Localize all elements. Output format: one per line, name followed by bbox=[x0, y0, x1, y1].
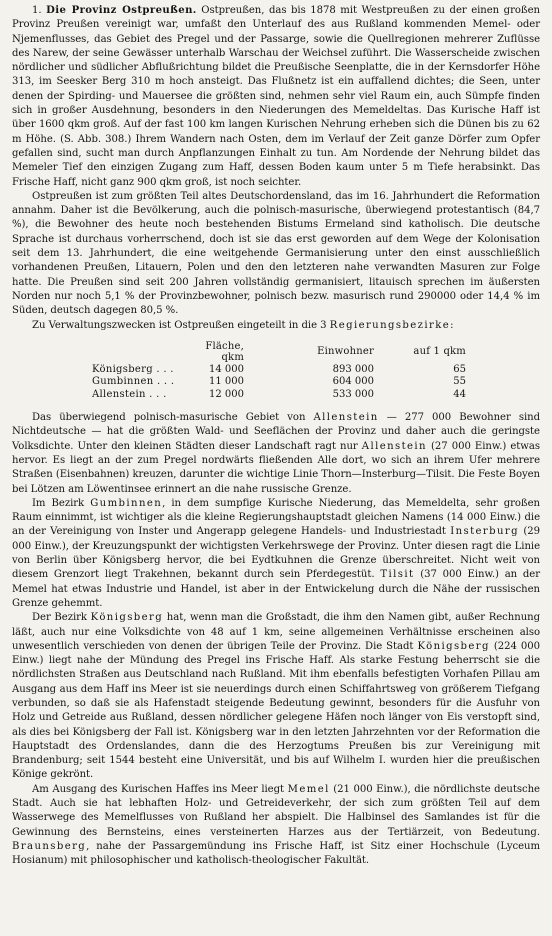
district-name: Allenstein . . . bbox=[92, 388, 167, 400]
paragraph-text: Zu Verwaltungszwecken ist Ostpreußen eingeteilt in die 3 bbox=[32, 319, 327, 331]
district-name: Gumbinnen . . . bbox=[92, 376, 175, 388]
table-row bbox=[92, 376, 466, 388]
header-empty bbox=[92, 341, 192, 364]
district-area: 14 000 bbox=[209, 363, 244, 375]
spaced-term: Regierungsbezirke: bbox=[329, 319, 455, 331]
paragraph-text: Ostpreußen, das bis 1878 mit Westpreußen zu der einen großen Provinz Preußen vereinigt war, umfaßt den Unterlauf des aus Rußland kommenden Memel- oder Njemenflusses, das Gebiet des Pregel und der Passarge, sowie die Quellregionen mehrerer Zuflüsse des Narew, der seine Gewässer unterhalb Warschau der Weichsel zuführt. Die Wasserscheide zwischen nördlicher und südlicher Abflußrichtung bildet die Preußische Seenplatte, die in der Kernsdorfer Höhe 313, im Seesker Berg 310 m hoch ansteigt. Das Flußnetz ist ein auffallend dichtes; die Seen, unter denen der Spirding- und Mauersee die größten sind, nehmen sehr viel Raum ein, auch Sümpfe finden sich in großer Ausdehnung, besonders in den Niederungen des Memeldeltas. Das Kurische Haff ist über 1600 qkm groß. Auf der fast 100 km langen Kurischen Nehrung erheben sich die Dünen bis zu 62 m Höhe. (S. Abb. 308.) Ihrem Wandern nach Osten, dem im Verlauf der Zeit ganze Dörfer zum Opfer gefallen sind, sucht man durch Anpflanzungen Einhalt zu tun. Am Nordende der Nehrung bildet das Memeler Tief den einzigen Zugang zum Haff, dessen Boden kaum unter 5 m Tiefe herabsinkt. Das Frische Haff, nicht ganz 900 qkm groß, ist noch seichter. bbox=[12, 5, 540, 188]
header-area: Fläche, qkm bbox=[205, 340, 244, 363]
section-heading: Die Provinz Ostpreußen. bbox=[46, 5, 197, 16]
spaced-place-name: Allenstein bbox=[313, 412, 379, 424]
district-density: 55 bbox=[453, 376, 466, 388]
spaced-place-name: Gumbinnen bbox=[90, 497, 163, 509]
district-area: 12 000 bbox=[209, 388, 244, 400]
header-density: auf 1 qkm bbox=[413, 346, 466, 358]
paragraph-memel: Am Ausgang des Kurischen Haffes ins Meer liegt Memel (21 000 Einw.), die nördlichste deutsche Stadt. Auch sie hat lebhaften Holz- und Getreideverkehr, der sich zum größten Teil auf dem Wasserwege des Memelflusses von Rußland her abspielt. Die Halbinsel des Samlandes ist für die Gewinnung des Bernsteins, eines versteinerten Harzes aus der Tertiärzeit, von Bedeutung. Braunsberg, nahe der Passargemündung ins Frische Haff, ist Sitz einer Hochschule (Lyceum Hosianum) mit philosophischer und katholisch-theologischer Fakultät. bbox=[12, 783, 540, 867]
table-header-row bbox=[92, 341, 466, 364]
spaced-place-name: Memel bbox=[287, 783, 330, 795]
district-population: 533 000 bbox=[332, 388, 374, 400]
district-name: Königsberg . . . bbox=[92, 363, 174, 375]
districts-table bbox=[92, 341, 466, 401]
paragraph-allenstein: Das überwiegend polnisch-masurische Gebiet von Allenstein — 277 000 Bewohner sind Nichtdeutsche — hat die größten Wald- und Seeflächen der Provinz und daher auch die geringste Volksdichte. Unter den kleinen Städten dieser Landschaft ragt nur Allenstein (27 000 Einw.) etwas hervor. Es liegt an der zum Pregel nordwärts fließenden Alle dort, wo sich an ihrem Ufer mehrere Straßen (Eisenbahnen) kreuzen, darunter die wichtige Linie Thorn—Insterburg—Tilsit. Die Feste Boyen bei Lötzen am Löwentinsee erinnert an die nahe russische Grenze. bbox=[12, 412, 540, 495]
district-density: 65 bbox=[453, 363, 466, 375]
table-row bbox=[92, 389, 466, 401]
spaced-place-name: Königsberg bbox=[90, 612, 164, 624]
paragraph-gumbinnen: Im Bezirk Gumbinnen, in dem sumpfige Kurische Niederung, das Memeldelta, sehr großen Raum einnimmt, ist wichtiger als die kleine Regierungshauptstadt gleichen Namens (14 000 Einw.) die an der Vereinigung von Inster und Angerapp gelegene Handels- und Industriestadt Insterburg (29 000 Einw.), der Kreuzungspunkt der wichtigsten Verkehrswege der Provinz. Unter diesen ragt die Linie von Berlin über Königsberg hervor, die bei Eydtkuhnen die Grenze überschreitet. Nicht weit von diesem Grenzort liegt Trakehnen, bekannt durch sein Pferdegestüt. Tilsit (37 000 Einw.) an der Memel hat etwas Industrie und Handel, ist aber in der Entwickelung durch die Nähe der russischen Grenze gehemmt. bbox=[12, 497, 541, 609]
district-area: 11 000 bbox=[209, 376, 244, 388]
paragraph-districts-intro bbox=[12, 319, 540, 333]
spaced-place-name: Tilsit bbox=[380, 569, 415, 581]
district-population: 893 000 bbox=[332, 363, 374, 375]
spaced-place-name: Allenstein bbox=[361, 440, 427, 452]
spaced-place-name: Insterburg bbox=[450, 526, 520, 538]
paragraph-koenigsberg: Der Bezirk Königsberg hat, wenn man die Großstadt, die ihm den Namen gibt, außer Rechnung läßt, auch nur eine Volksdichte von 48 auf 1 km, seine allgemeinen Verhältnisse erscheinen also unwesentlich verschieden von denen der übrigen Teile der Provinz. Die Stadt Königsberg (224 000 Einw.) liegt nahe der Mündung des Pregel ins Frische Haff. Als starke Festung beherrscht sie die nördlichsten Straßen aus Deutschland nach Rußland. Mit ihm ebenfalls befestigten Vorhafen Pillau am Ausgang aus dem Haff ins Meer ist sie neuerdings durch einen Schiffahrtsweg von größerem Tiefgang verbunden, so daß sie als Hafenstadt steigende Bedeutung gewinnt, besonders für die Ausfuhr von Holz und Getreide aus Rußland, dessen nördlicher gelegene Häfen noch länger von Eis verstopft sind, als dies bei Königsberg der Fall ist. Königsberg war in den letzten Jahrzehnten vor der Reformation die Hauptstadt des Ordenslandes, dann die des Herzogtums Preußen bis zur Vereinigung mit Brandenburg; seit 1544 besteht eine Universität, und bis auf Wilhelm I. wurden hier die preußischen Könige gekrönt. bbox=[12, 612, 541, 781]
table-row bbox=[92, 364, 466, 376]
district-population: 604 000 bbox=[332, 376, 374, 388]
spaced-place-name: Braunsberg bbox=[12, 840, 87, 852]
header-population: Einwohner bbox=[317, 346, 374, 358]
spaced-place-name: Königsberg bbox=[417, 640, 490, 652]
paragraph-intro bbox=[12, 4, 540, 190]
paragraph-population: Ostpreußen ist zum größten Teil altes Deutschordensland, das im 16. Jahrhundert die Reformation annahm. Daher ist die Bevölkerung, auch die polnisch-masurische, überwiegend protestantisch (84,7 %), die Bewohner des heute noch bestehenden Bistums Ermeland sind katholisch. Die deutsche Sprache ist durchaus vorherrschend, doch ist sie das erst geworden auf dem Wege der Kolonisation seit dem 13. Jahrhundert, die eine weitgehende Germanisierung unter den einst ausschließlich vorhandenen Preußen, Litauern, Polen und den den letzteren nahe verwandten Masuren zur Folge hatte. Die Preußen sind seit 200 Jahren vollständig germanisiert, litauisch sprechen im äußersten Norden nur noch 5,1 % der Provinzbewohner, polnisch bezw. masurisch rund 290000 oder 14,4 % im Süden, deutsch dagegen 80,5 %. bbox=[12, 190, 540, 317]
section-number: 1. bbox=[32, 5, 42, 16]
district-density: 44 bbox=[453, 388, 466, 400]
